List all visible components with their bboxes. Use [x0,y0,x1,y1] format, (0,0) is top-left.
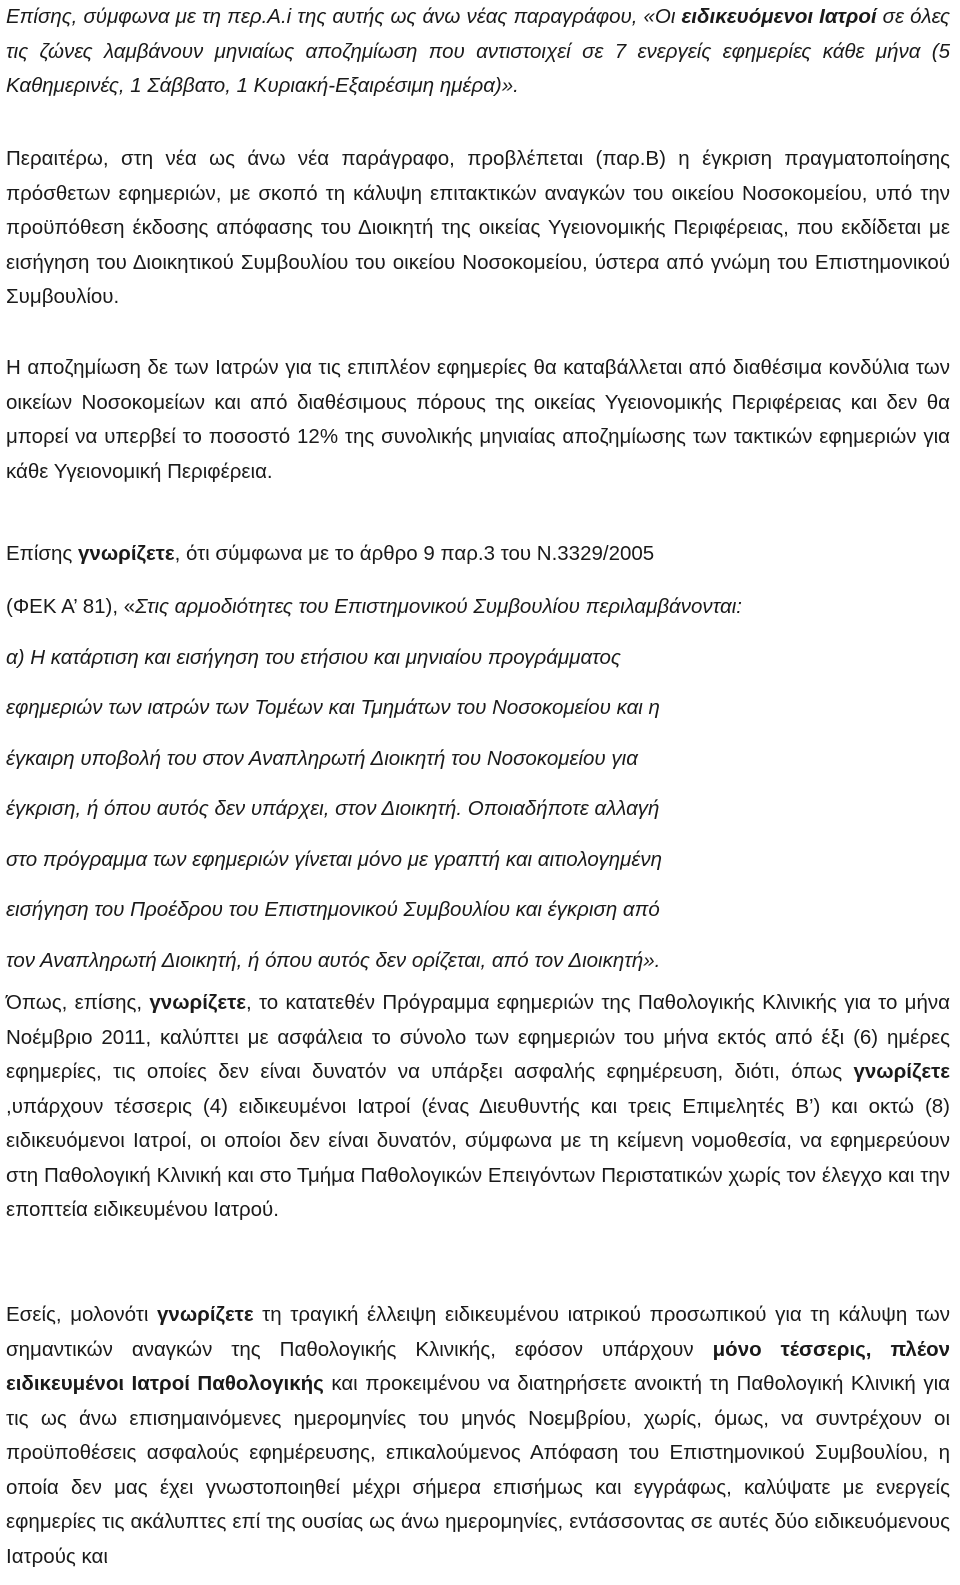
paragraph-1-text: Επίσης, σύμφωνα με τη περ.Α.i της αυτής ως άνω νέας παραγράφου, «Οι [6,5,682,28]
paragraph-5-emphasis-2: γνωρίζετε [853,1060,950,1083]
law-quote-line-7: εισήγηση του Προέδρου του Επιστημονικού Συμβουλίου και έγκριση από [6,898,660,921]
paragraph-6-emphasis-1: γνωρίζετε [157,1303,254,1326]
law-quote-line-1-text: Στις αρμοδιότητες του Επιστημονικού Συμβουλίου περιλαμβάνονται: [135,595,742,618]
paragraph-6-text: Εσείς, μολονότι [6,1303,158,1326]
paragraph-6 [6,1298,950,1574]
paragraph-5-text: Όπως, επίσης, [6,991,150,1014]
law-quote-line-5: έγκριση, ή όπου αυτός δεν υπάρχει, στον Διοικητή. Οποιαδήποτε αλλαγή [6,797,660,820]
paragraph-1-emphasis: ειδικευόμενοι Ιατροί [681,5,877,28]
law-quote-line-6: στο πρόγραμμα των εφημεριών γίνεται μόνο με γραπτή και αιτιολογημένη [6,847,662,871]
paragraph-4 [6,537,950,572]
law-quote-intro: (ΦΕΚ Α’ 81), « [6,595,136,618]
paragraph-1 [6,0,950,104]
paragraph-6-text-2: τη τραγική έλλειψη ειδικευμένου ιατρικού προσωπικού για τη κάλυψη των σημαντικών αναγκών της Παθολογικής Κλινικής, εφόσον υπάρχουν [6,1303,950,1361]
paragraph-1-text-end: σε όλες τις ζώνες λαμβάνουν μηνιαίως αποζημίωση που αντιστοιχεί σε 7 ενεργείς εφημερίες κάθε μήνα (5 Καθημερινές, 1 Σάββατο, 1 Κυριακή-Εξαιρέσιμη ημέρα)». [6,5,951,97]
law-quote-line-2: α) Η κατάρτιση και εισήγηση του ετήσιου και μηνιαίου προγράμματος [6,645,621,669]
paragraph-5-text-3: ,υπάρχουν τέσσερις (4) ειδικευμένοι Ιατροί (ένας Διευθυντής και τρεις Επιμελητές Β’) και οκτώ (8) ειδικευόμενοι Ιατροί, οι οποίοι δεν είναι δυνατόν, σύμφωνα με τη κείμενη νομοθεσία, να εφημερεύουν στη Παθολογική Κλινική και στο Τμήμα Παθολογικών Επειγόντων Περιστατικών χωρίς τον έλεγχο και την εποπτεία ειδικευμένου Ιατρού. [6,1094,950,1221]
law-quote-line-8: τον Αναπληρωτή Διοικητή, ή όπου αυτός δεν ορίζεται, από τον Διοικητή». [6,948,661,972]
paragraph-6-text-3: και προκειμένου να διατηρήσετε ανοικτή τη Παθολογική Κλινική για τις ως άνω επισημαινόμενες ημερομηνίες του μηνός Νοεμβρίου, χωρίς, όμως, να συντρέχουν οι προϋποθέσεις ασφαλούς εφημέρευσης, επικαλούμενος Απόφαση του Επιστημονικού Συμβουλίου, η οποία δεν μας έχει γνωστοποιηθεί μέχρι σήμερα επισήμως και εγγράφως, καλύψατε με ενεργείς εφημερίες τις ακάλυπτες επί της ουσίας ως άνω ημερομηνίες, εντάσσοντας σε αυτές δύο ειδικευόμενους Ιατρούς και [6,1372,950,1568]
law-quote-line-1 [6,582,950,633]
paragraph-5-emphasis-1: γνωρίζετε [149,991,246,1014]
paragraph-5-text-2: , το κατατεθέν Πρόγραμμα εφημεριών της Παθολογικής Κλινικής για το μήνα Νοέμβριο 2011, καλύπτει με ασφάλεια το σύνολο των εφημεριών του μήνα εκτός από έξι (6) ημέρες εφημερίες, τις οποίες δεν είναι δυνατόν να υπάρξει ασφαλής εφημέρευση, διότι, όπως [6,991,950,1083]
paragraph-4-text-end: , ότι σύμφωνα με το άρθρο 9 παρ.3 του Ν.3329/2005 [174,542,655,565]
paragraph-5 [6,986,950,1228]
paragraph-2: Περαιτέρω, στη νέα ως άνω νέα παράγραφο, προβλέπεται (παρ.Β) η έγκριση πραγματοποίησης πρόσθετων εφημεριών, με σκοπό τη κάλυψη επιτακτικών αναγκών του οικείου Νοσοκομείου, υπό την προϋπόθεση έκδοσης απόφασης του Διοικητή της οικείας Υγειονομικής Περιφέρειας, που εκδίδεται με εισήγηση του Διοικητικού Συμβουλίου του οικείου Νοσοκομείου, ύστερα από γνώμη του Επιστημονικού Συμβουλίου. [6,147,950,308]
paragraph-6-emphasis-2: μόνο τέσσερις, πλέον ειδικευμένοι Ιατροί Παθολογικής [6,1337,950,1395]
law-quote-line-4: έγκαιρη υποβολή του στον Αναπληρωτή Διοικητή του Νοσοκομείου για [6,746,638,770]
law-quote-line-3: εφημεριών των ιατρών των Τομέων και Τμημάτων του Νοσοκομείου και η [6,696,660,719]
paragraph-3: Η αποζημίωση δε των Ιατρών για τις επιπλέον εφημερίες θα καταβάλλεται από διαθέσιμα κονδύλια των οικείων Νοσοκομείων και από διαθέσιμους πόρους της οικείας Υγειονομικής Περιφέρειας και δεν θα μπορεί να υπερβεί το ποσοστό 12% της συνολικής μηνιαίας αποζημίωσης των τακτικών εφημεριών για κάθε Υγειονομική Περιφέρεια. [6,356,950,483]
paragraph-4-emphasis: γνωρίζετε [78,542,175,565]
law-quote [6,582,950,986]
paragraph-4-text: Επίσης [6,542,79,565]
